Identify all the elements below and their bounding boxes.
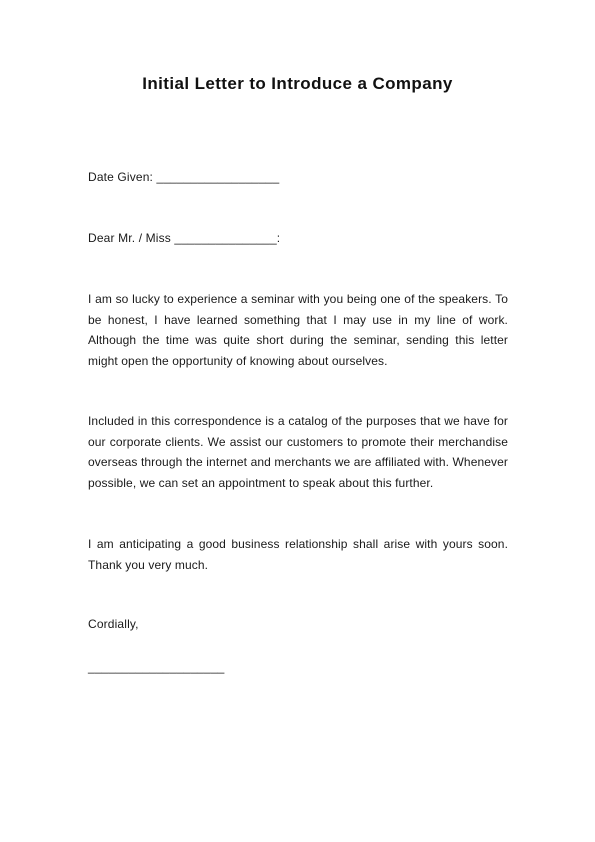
closing-line: Cordially, — [88, 617, 139, 631]
date-given-line: Date Given: __________________ — [88, 170, 280, 184]
salutation-line: Dear Mr. / Miss _______________: — [88, 231, 281, 245]
body-paragraph-2: Included in this correspondence is a catalog of the purposes that we have for our corporate clients. We assist our customers to promote their merchandise overseas through the internet and merchants we are affiliated with. Whenever possible, we can set an appointment to speak about this further. — [88, 414, 508, 491]
body-paragraph-1: I am so lucky to experience a seminar with you being one of the speakers. To be honest, I have learned something that I may use in my line of work. Although the time was quite short during the seminar, sending this letter might open the opportunity of knowing about ourselves. — [88, 292, 508, 369]
body-paragraph-3: I am anticipating a good business relationship shall arise with yours soon. Thank you very much. — [88, 537, 508, 572]
signature-line: ____________________ — [88, 660, 225, 674]
letter-title: Initial Letter to Introduce a Company — [142, 74, 453, 93]
